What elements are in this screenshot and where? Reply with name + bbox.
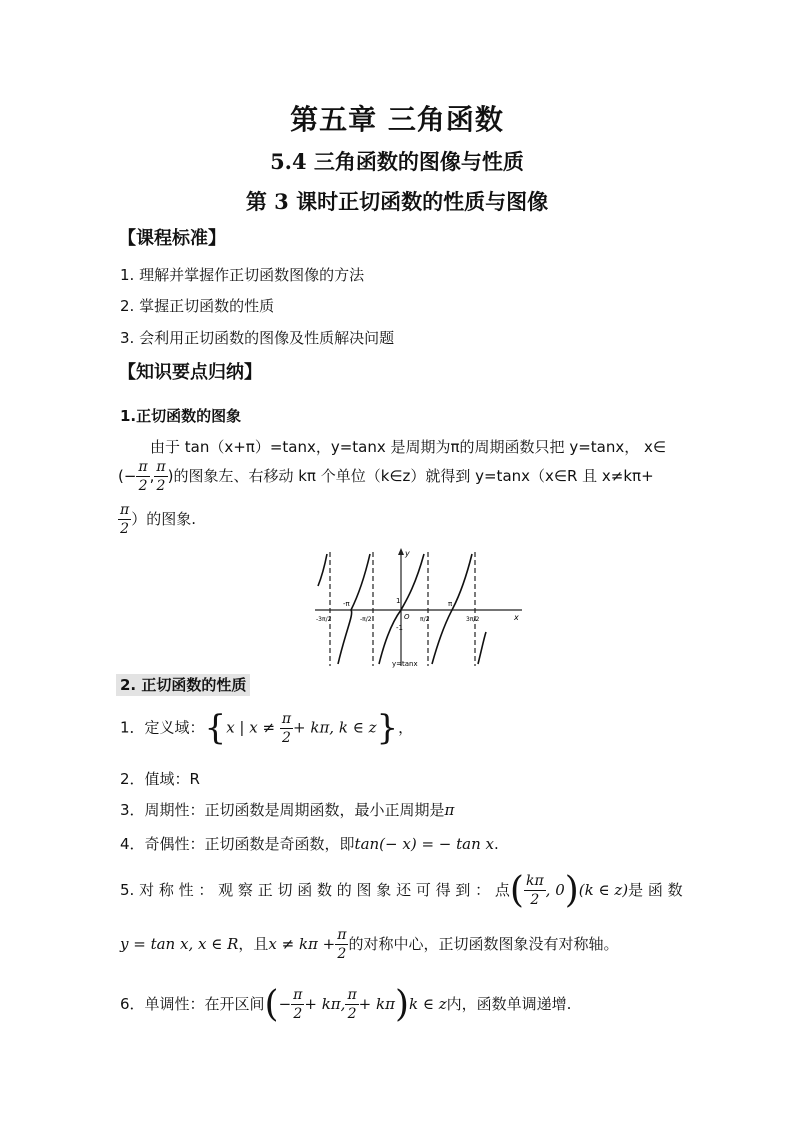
brace-left: { xyxy=(204,708,227,748)
part1-line1: 由于 tan（x+π）=tanx，y=tanx 是周期为π的周期函数只把 y=tanx， x∈ xyxy=(150,438,666,456)
brace-right: } xyxy=(376,708,399,748)
section-title: 5.4 三角函数的图像与性质 xyxy=(270,149,524,174)
tick-label: π/2 xyxy=(420,616,430,623)
tan-branch xyxy=(432,554,472,664)
part1-line2-pre: (− xyxy=(118,467,137,485)
part1-line2: (− $\frac{\pi}{2}$ , $\frac{\pi}{2}$ )的图象左、右移动 kπ 个单位（k∈z）就得到 y=tanx（x∈R 且 x≠kπ+ xyxy=(118,459,654,494)
origin-label: O xyxy=(404,613,410,621)
frac-pi-over-2: $\frac{\pi}{2}$ xyxy=(281,710,292,746)
pi-label: π xyxy=(448,600,453,608)
standards-heading: 【课程标准】 xyxy=(118,228,226,249)
standard-item-2: 2. 掌握正切函数的性质 xyxy=(120,297,275,315)
frac-pi-over-2: $\frac{\pi}{2}$ xyxy=(347,987,357,1022)
prop-monotonic: 6．单调性：在开区间(− $\frac{\pi}{2}$ + kπ, $\frac{\pi}{2}$ + kπ)k ∈ z内，函数单调递增. xyxy=(120,984,572,1025)
prop-parity: 4．奇偶性：正切函数是奇函数，即tan(− x) = − tan x. xyxy=(120,835,499,853)
one-label: 1 xyxy=(396,597,401,605)
tan-branch xyxy=(338,554,370,664)
chapter-title: 第五章 三角函数 xyxy=(290,103,504,136)
frac-kpi-over-2: $\frac{k\pi}{2}$ xyxy=(525,873,544,908)
part1-line3 xyxy=(118,503,196,536)
y-arrow xyxy=(398,548,404,555)
part1-title: 1.正切函数的图象 xyxy=(120,407,242,425)
x-label: x xyxy=(514,613,519,622)
y-label: y xyxy=(405,549,410,558)
tick-label: -3π/2 xyxy=(316,616,332,623)
neg-one-label: -1 xyxy=(396,624,403,632)
tan-branch xyxy=(478,632,486,664)
frac-pi-over-2: $\frac{\pi}{2}$ xyxy=(337,927,347,962)
prop-domain: 1．定义域：{x | x ≠ $\frac{\pi}{2}$ + kπ, k ∈ z}， xyxy=(120,708,414,748)
tan-branch xyxy=(318,554,327,586)
part2-title: 2. 正切函数的性质 xyxy=(116,674,250,695)
prop-symmetry: 5. 对 称 性 ： 观 察 正 切 函 数 的 图 象 还 可 得 到 ： 点( $\frac{k\pi}{2}$ , 0)(k ∈ z)是 函 数 xyxy=(120,870,683,911)
curve-label: y=tanx xyxy=(392,660,418,668)
frac-pi-over-2: $\frac{\pi}{2}$ xyxy=(156,459,166,494)
tangent-graph xyxy=(310,548,525,670)
tick-label: 3π/2 xyxy=(466,616,480,623)
knowledge-heading: 【知识要点归纳】 xyxy=(118,362,262,383)
frac-pi-over-2: $\frac{\pi}{2}$ xyxy=(293,987,303,1022)
prop-symmetry-cont: y = tan x, x ∈ R，且x ≠ kπ + $\frac{\pi}{2}$ 的对称中心，正切函数图象没有对称轴。 xyxy=(120,927,619,962)
lesson-title: 第 3 课时正切函数的性质与图像 xyxy=(245,189,549,214)
frac-pi-over-2: $\frac{\pi}{2}$ xyxy=(138,459,148,494)
prop-period: 3．周期性：正切函数是周期函数，最小正周期是π xyxy=(120,801,455,819)
prop-range: 2．值域：R xyxy=(120,770,200,788)
frac-pi-over-2: $\frac{\pi}{2}$ xyxy=(120,502,130,537)
part1-line3-post: ）的图象. xyxy=(131,510,196,528)
part1-line2-post: )的图象左、右移动 kπ 个单位（k∈z）就得到 y=tanx（x∈R 且 x≠kπ+ xyxy=(167,467,654,485)
standard-item-1: 1. 理解并掌握作正切函数图像的方法 xyxy=(120,266,365,284)
tick-label: -π/2 xyxy=(360,616,372,623)
standard-item-3: 3. 会利用正切函数的图像及性质解决问题 xyxy=(120,329,395,347)
neg-pi-label: -π xyxy=(343,600,350,608)
